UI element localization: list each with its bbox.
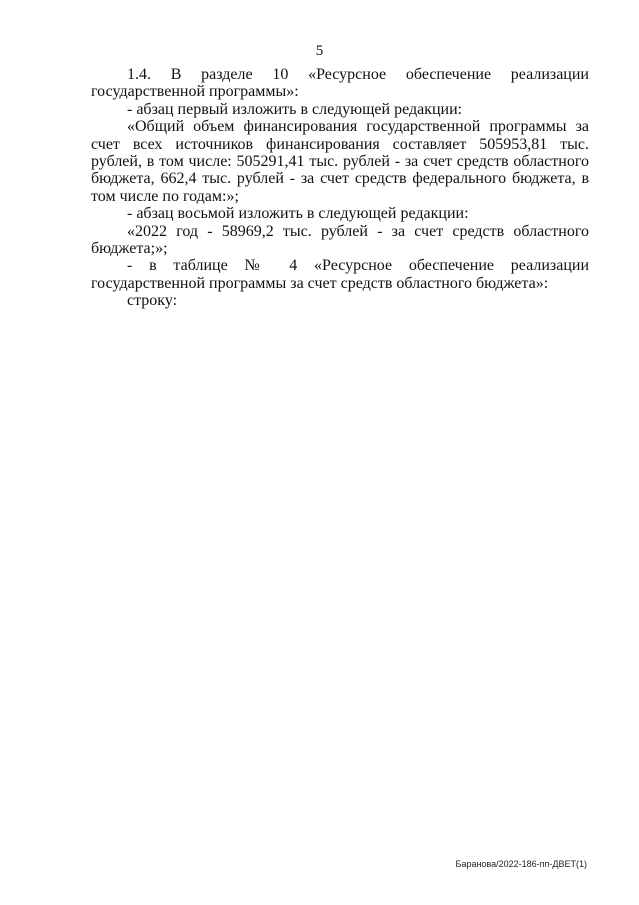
footer-document-code: Баранова/2022-186-пп-ДВЕТ(1) <box>455 859 587 869</box>
page-number: 5 <box>315 43 324 59</box>
paragraph-eighth-abzac-instruction: - абзац восьмой изложить в следующей редакции: <box>127 205 469 223</box>
paragraph-year-2022: «2022 год - 58969,2 тыс. рублей - за счет средств областного бюджета;»; <box>91 222 589 258</box>
paragraph-first-abzac-instruction: - абзац первый изложить в следующей редакции: <box>127 100 463 118</box>
paragraph-table-4-instruction: - в таблице № 4 «Ресурсное обеспечение реализации государственной программы за счет средств областного бюджета»: <box>91 257 589 292</box>
paragraph-total-financing: «Общий объем финансирования государственной программы за счет всех источников финансирования составляет 505953,81 тыс. рублей, в том числе: 505291,41 тыс. рублей - за счет средств областного бюджета, 662,4 тыс. рублей - за счет средств федерального бюджета, в том числе по годам:»; <box>91 118 589 205</box>
document-body <box>91 66 589 310</box>
paragraph-section-1-4: 1.4. В разделе 10 «Ресурсное обеспечение реализации государственной программы»: <box>91 66 589 101</box>
paragraph-row-label: строку: <box>127 292 178 310</box>
